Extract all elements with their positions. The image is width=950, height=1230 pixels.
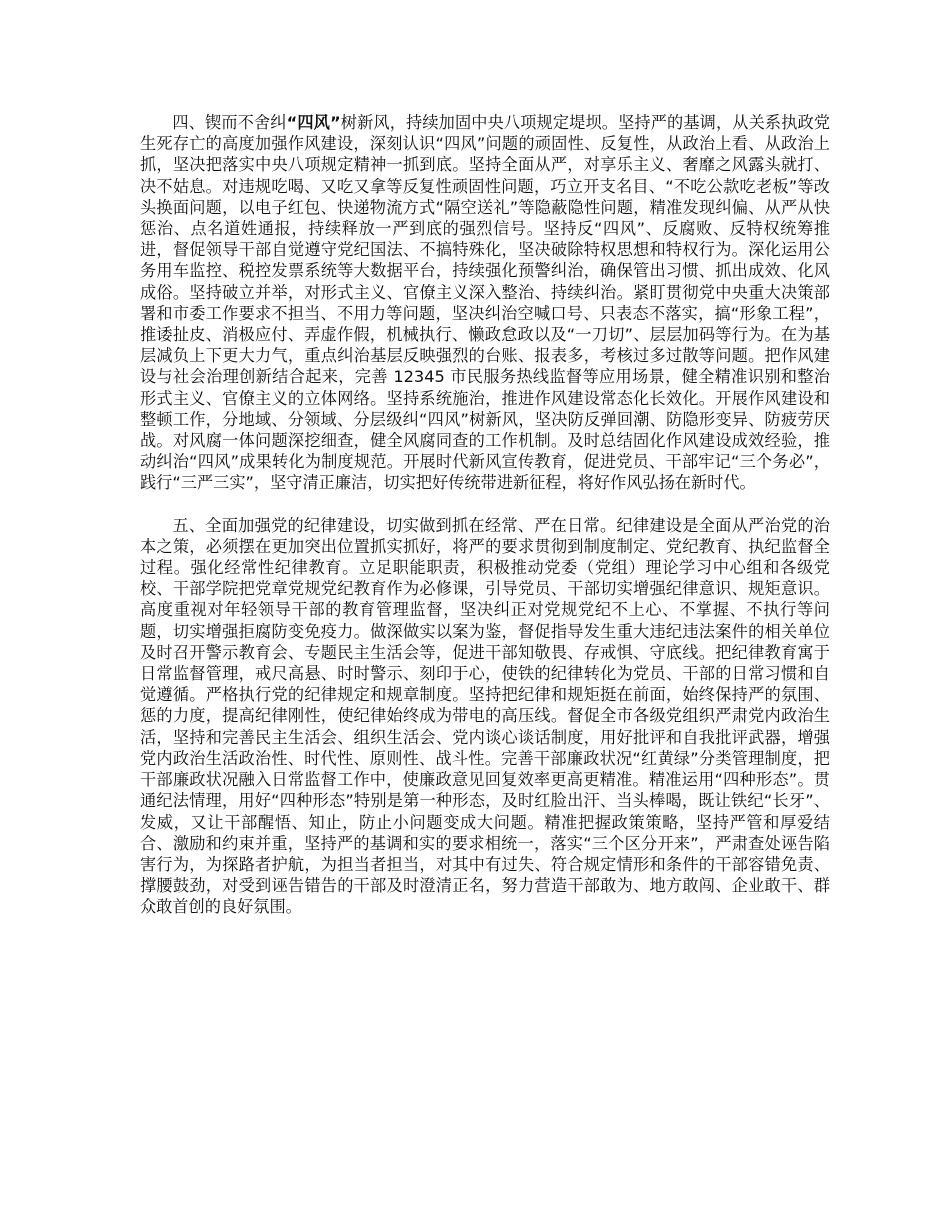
paragraph-five-text: 五、全面加强党的纪律建设，切实做到抓在经常、严在日常。纪律建设是全面从严治党的治本之策，必须摆在更加突出位置抓实抓好，将严的要求贯彻到制度制定、党纪教育、执纪监督全过程。强化经常性纪律教育。立足职能职责，积极推动党委（党组）理论学习中心组和各级党校、干部学院把党章党规党纪教育作为必修课，引导党员、干部切实增强纪律意识、规矩意识。高度重视对年轻领导干部的教育管理监督，坚决纠正对党规党纪不上心、不掌握、不执行等问题，切实增强拒腐防变免疫力。做深做实以案为鉴，督促指导发生重大违纪违法案件的相关单位及时召开警示教育会、专题民主生活会等，促进干部知敬畏、存戒惧、守底线。把纪律教育寓于日常监督管理，戒尺高悬、时时警示、刻印于心，使铁的纪律转化为党员、干部的日常习惯和自觉遵循。严格执行党的纪律规定和规章制度。坚持把纪律和规矩挺在前面，始终保持严的氛围、惩的力度，提高纪律刚性，使纪律始终成为带电的高压线。督促全市各级党组织严肃党内政治生活，坚持和完善民主生活会、组织生活会、党内谈心谈话制度，用好批评和自我批评武器，增强党内政治生活政治性、时代性、原则性、战斗性。完善干部廉政状况“红黄绿”分类管理制度，把干部廉政状况融入日常监督工作中，使廉政意见回复效率更高更精准。精准运用“四种形态”。贯通纪法情理，用好“四种形态”特别是第一种形态，及时红脸出汗、当头棒喝，既让铁纪“长牙”、发威，又让干部醒悟、知止，防止小问题变成大问题。精准把握政策策略，坚持严管和厚爱结合、激励和约束并重，坚持严的基调和实的要求相统一，落实“三个区分开来”，严肃查处诬告陷害行为，为探路者护航，为担当者担当，对其中有过失、符合规定情形和条件的干部容错免责、撑腰鼓劲，对受到诬告错告的干部及时澄清正名，努力营造干部敢为、地方敢闯、企业敢干、群众敢首创的良好氛围。 <box>140 515 830 917</box>
paragraph-five <box>140 515 830 918</box>
paragraph-four-prefix: 四、锲而不舍纠 <box>172 113 287 132</box>
document-body <box>140 112 830 918</box>
paragraph-four-bold-term: “四风” <box>286 113 341 132</box>
paragraph-four <box>140 112 830 494</box>
paragraph-four-text: 树新风，持续加固中央八项规定堤坝。坚持严的基调，从关系执政党生死存亡的高度加强作风建设，深刻认识“四风”问题的顽固性、反复性，从政治上看、从政治上抓，坚决把落实中央八项规定精神一抓到底。坚持全面从严，对享乐主义、奢靡之风露头就打、决不姑息。对违规吃喝、又吃又拿等反复性顽固性问题，巧立开支名目、“不吃公款吃老板”等改头换面问题，以电子红包、快递物流方式“隔空送礼”等隐蔽隐性问题，精准发现纠偏、从严从快惩治、点名道姓通报，持续释放一严到底的强烈信号。坚持反“四风”、反腐败、反特权统筹推进，督促领导干部自觉遵守党纪国法、不搞特殊化，坚决破除特权思想和特权行为。深化运用公务用车监控、税控发票系统等大数据平台，持续强化预警纠治，确保管出习惯、抓出成效、化风成俗。坚持破立并举，对形式主义、官僚主义深入整治、持续纠治。紧盯贯彻党中央重大决策部署和市委工作要求不担当、不用力等问题，坚决纠治空喊口号、只表态不落实，搞“形象工程”，推诿扯皮、消极应付、弄虚作假，机械执行、懒政怠政以及“一刀切”、层层加码等行为。在为基层减负上下更大力气，重点纠治基层反映强烈的台账、报表多，考核过多过散等问题。把作风建设与社会治理创新结合起来，完善 12345 市民服务热线监督等应用场景，健全精准识别和整治形式主义、官僚主义的立体网络。坚持系统施治，推进作风建设常态化长效化。开展作风建设和整顿工作，分地域、分领域、分层级纠“四风”树新风，坚决防反弹回潮、防隐形变异、防疲劳厌战。对风腐一体问题深挖细查，健全风腐同查的工作机制。及时总结固化作风建设成效经验，推动纠治“四风”成果转化为制度规范。开展时代新风宣传教育，促进党员、干部牢记“三个务必”，践行“三严三实”，坚守清正廉洁，切实把好传统带进新征程，将好作风弘扬在新时代。 <box>140 113 831 493</box>
